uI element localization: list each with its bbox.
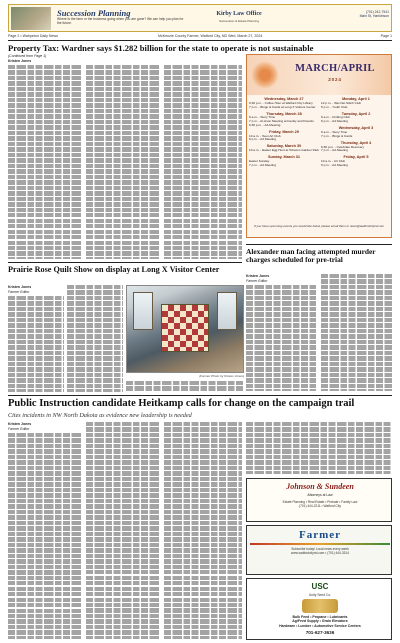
- event-day: Sunday, March 31: [267, 155, 300, 160]
- public-instruction-headline: Public Instruction candidate Heitkamp calls for change on the campaign trail: [8, 398, 355, 409]
- event-day: Saturday, March 30: [266, 144, 302, 149]
- event-item: 7 p.m. - AA Meeting: [321, 148, 348, 153]
- ad-usc-sub: Unity Seed Co.: [308, 593, 332, 597]
- folio-right: Page 1: [380, 34, 392, 38]
- event-item: 6 p.m. - AA Meeting: [249, 137, 276, 142]
- ad-usc-logo: USC: [311, 582, 329, 591]
- alexander-author: Kristen Jones: [246, 274, 270, 278]
- prairie-rose-col-2: [67, 285, 123, 392]
- calendar-header: [247, 55, 391, 95]
- alexander-author-role: Farmer Editor: [246, 279, 268, 283]
- prairie-rose-headline: Prairie Rose Quilt Show on display at Long X Visitor Center: [8, 265, 220, 274]
- section-rule: [8, 262, 242, 263]
- alexander-col-1: [246, 285, 316, 391]
- calendar-event: [249, 97, 319, 109]
- property-tax-author: Kristen Jones: [8, 59, 32, 63]
- event-item: 10 a.m. - Easter Egg Hunt at Tobacco Garden Park: [249, 148, 319, 153]
- prairie-rose-col-1: [8, 296, 64, 392]
- ad-usc-phone: 701-627-3636: [305, 630, 335, 635]
- calendar-event: [321, 141, 391, 153]
- folio-rule: [8, 40, 392, 41]
- public-instruction-subheadline: Cites incidents in NW North Dakota as evidence new leadership is needed: [8, 412, 192, 419]
- event-day: Friday, April 5: [343, 155, 369, 160]
- prairie-rose-author-role: Farmer Editor: [8, 290, 30, 294]
- section-rule: [8, 395, 392, 396]
- ad-stripe: [250, 543, 390, 545]
- ad-subtitle: Where is the farm or the business going when you are gone? We can help you plan for the future.: [57, 17, 184, 25]
- ad-contact: [309, 10, 389, 19]
- calendar-title: MARCH/APRIL: [295, 63, 375, 74]
- property-tax-continued: (Continued from Page 1): [8, 54, 47, 58]
- event-item: 6:30 p.m. - Coffee Hour at Watford City Library: [249, 100, 313, 105]
- public-instruction-col-3: [164, 422, 242, 639]
- event-item: 7 p.m. - Bingo & Cards: [321, 133, 353, 138]
- event-day: Thursday, March 28: [266, 111, 302, 116]
- alexander-headline: Alexander man facing attempted murder charges scheduled for pre-trial: [246, 247, 376, 265]
- ad-address: Main St, Hankinson: [359, 14, 389, 19]
- event-item: Easter Sunday: [249, 159, 270, 164]
- alexander-col-2: [321, 274, 392, 391]
- property-tax-col-1: [8, 65, 82, 259]
- prairie-rose-author: Kristen Jones: [8, 285, 32, 289]
- calendar-year: 2024: [328, 77, 342, 82]
- ad-photo: [11, 7, 51, 30]
- succession-planning-ad: [8, 4, 392, 32]
- public-instruction-col-2: [86, 422, 160, 639]
- calendar-right-column: [321, 97, 391, 170]
- grain-icon: [302, 599, 338, 613]
- alexander-story: [246, 244, 392, 392]
- folio-left: Page 2 • Wahpeton Daily News: [8, 34, 58, 38]
- calendar-event: [321, 155, 391, 167]
- prairie-rose-col-3: [126, 381, 244, 392]
- event-item: 7 p.m. - Al-Anon Meeting at Family and Friends: [249, 119, 314, 124]
- public-instruction-col-1: [8, 433, 82, 639]
- public-instruction-author-role: Farmer Editor: [8, 427, 30, 431]
- quilt-image: [161, 304, 209, 352]
- event-day: Thursday, April 4: [340, 140, 372, 145]
- ad-law-firm-info: Estate Planning • Real Estate • Probate • Family Law (701) 444-2211 • Watford City: [282, 500, 358, 508]
- ad-firm-name: Kirby Law Office: [216, 11, 262, 17]
- calendar-event: [321, 97, 391, 109]
- photo-caption: (Farmer Photo by Kristen Jones): [199, 374, 244, 378]
- event-day: Monday, April 1: [342, 97, 370, 101]
- ad-usc-services: Bulk Feed • Propane • Lubricants Ag/Feed Supply • Grain Elevators Hardware • Lumber • Automotive Service Centers: [279, 615, 361, 628]
- calendar-event: [249, 144, 319, 153]
- window-shape: [217, 292, 237, 330]
- window-shape: [133, 292, 153, 330]
- event-item: 10 a.m. - Teen Art Club: [249, 133, 281, 138]
- event-item: 6:30 p.m. - AA Meeting: [249, 122, 281, 127]
- section-rule: [246, 244, 392, 245]
- ad-law-firm-name: Johnson & Sundeen: [286, 482, 354, 491]
- ad-law-firm-sub: Attorneys at Law: [307, 493, 333, 497]
- ad-firm-sub: Succession & Estate Planning: [218, 19, 260, 23]
- ad-farmer-info: Subscribe today! Local news every week www.watfordcitynd.com • (701) 444-3314: [291, 547, 349, 555]
- event-day: Tuesday, April 2: [341, 111, 371, 116]
- property-tax-headline: Property Tax: Wardner says $1.282 billion for the state to operate is not sustainable: [8, 43, 314, 53]
- community-calendar: [246, 54, 392, 238]
- law-firm-ad: [246, 478, 392, 522]
- event-item: 9 a.m. - Story Time: [249, 115, 276, 120]
- event-item: 7 p.m. - AA Meeting: [249, 162, 276, 167]
- calendar-event: [321, 112, 391, 124]
- event-item: 10 a.m. - Art Club: [321, 159, 346, 164]
- event-item: 9 a.m. - Knitting Club: [321, 115, 350, 120]
- event-item: 12 p.m. - Wet Net Stitch Club: [321, 100, 362, 105]
- event-item: 9 a.m. - Story Time: [321, 129, 348, 134]
- event-item: 7 p.m. - Bingo & Cards at Long X Visitors Center: [249, 104, 316, 109]
- calendar-event: [321, 126, 391, 138]
- event-item: 5 p.m. - Youth Club: [321, 104, 348, 109]
- property-tax-col-3: [164, 65, 242, 259]
- public-instruction-author: Kristen Jones: [8, 422, 32, 426]
- event-item: 6 p.m. - AA Meeting: [321, 162, 348, 167]
- flower-icon: [251, 61, 279, 89]
- ad-title: Succession Planning: [57, 8, 131, 18]
- calendar-note: If you have upcoming events you would like listed, please email them to news@watfordcitynd.com: [253, 224, 385, 228]
- calendar-event: [249, 130, 319, 142]
- public-instruction-col-4: [246, 422, 392, 474]
- farmer-subscription-ad: [246, 525, 392, 575]
- calendar-event: [249, 155, 319, 167]
- calendar-left-column: [249, 97, 319, 170]
- quilt-show-photo: [126, 285, 244, 373]
- calendar-event: [249, 112, 319, 128]
- usc-ad: [246, 578, 392, 640]
- ad-phone: (701) 242-7541: [365, 10, 389, 14]
- folio-center: McKenzie County Farmer, Watford City, ND Wed. March 27, 2024: [158, 34, 263, 38]
- event-item: 6 p.m. - AA Meeting: [321, 119, 348, 124]
- event-item: 6:30 p.m. - Celebrate Recovery: [321, 144, 364, 149]
- property-tax-col-2: [86, 65, 160, 259]
- event-day: Wednesday, March 27: [264, 97, 304, 101]
- event-day: Wednesday, April 3: [338, 126, 374, 131]
- ad-farmer-logo: Farmer: [298, 529, 342, 541]
- event-day: Friday, March 29: [269, 129, 299, 134]
